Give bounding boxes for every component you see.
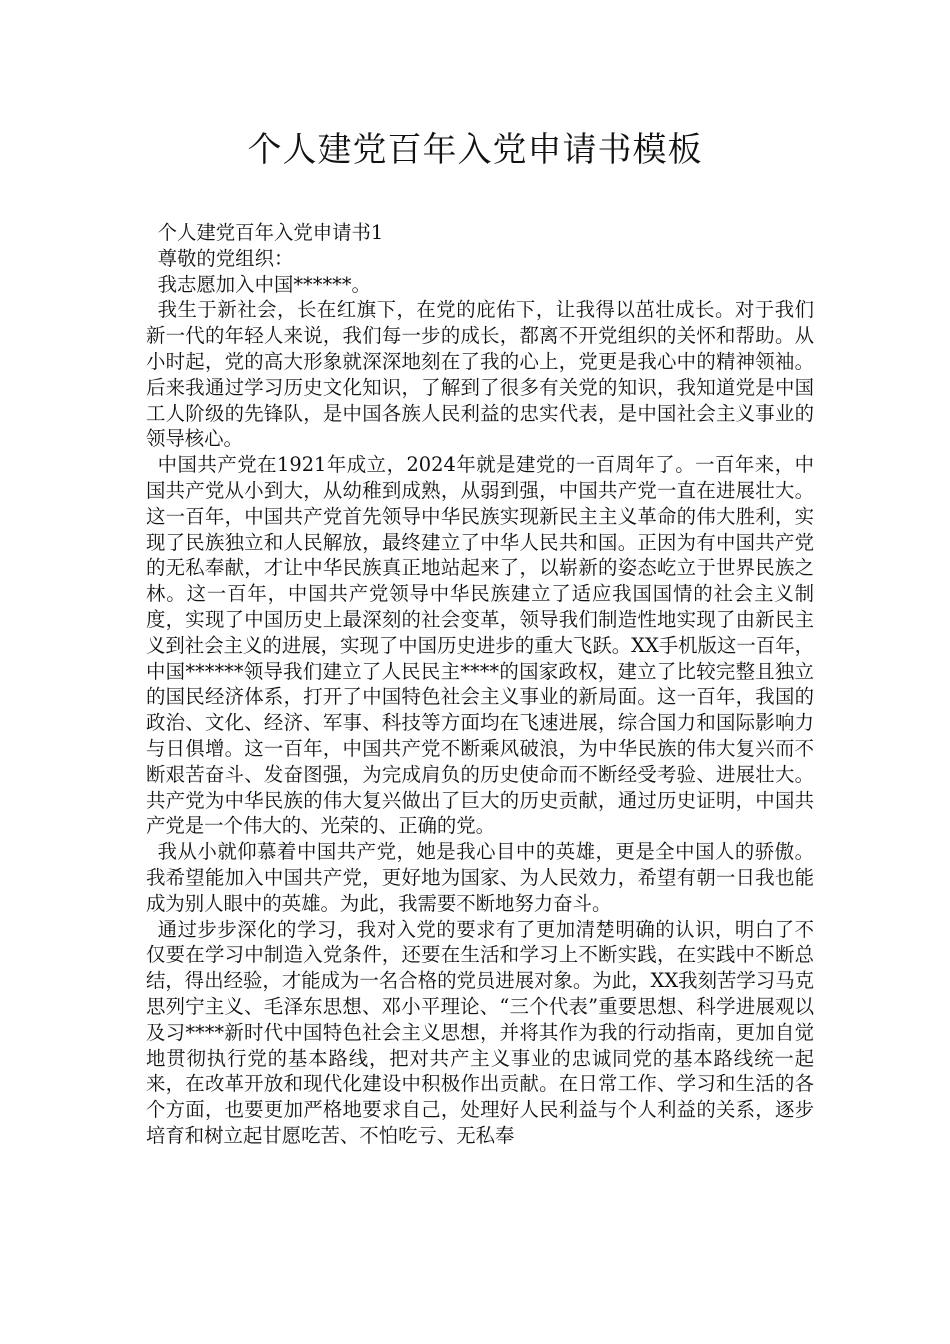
document-title: 个人建党百年入党申请书模板 xyxy=(247,130,703,170)
salutation: 尊敬的党组织： xyxy=(157,246,294,270)
body-paragraph: 中国共产党在1921年成立，2024年就是建党的一百周年了。一百年来，中国共产党从小到大，从幼稚到成熟，从弱到强，中国共产党一直在进展壮大。这一百年，中国共产党首先领导中华民族实现新民主主义革命的伟大胜利，实现了民族独立和人民解放，最终建立了中华人民共和国。正因为有中国共产党的无私奉献，才让中华民族真正地站起来了，以崭新的姿态屹立于世界民族之林。这一百年，中国共产党领导中华民族建立了适应我国国情的社会主义制度，实现了中国历史上最深刻的社会变革，领导我们制造性地实现了由新民主义到社会主义的进展，实现了中国历史进步的重大飞跃。XX手机版这一百年，中国******领导我们建立了人民民主****的国家政权，建立了比较完整且独立的国民经济体系，打开了中国特色社会主义事业的新局面。这一百年，我国的政治、文化、经济、军事、科技等方面均在飞速进展，综合国力和国际影响力与日俱增。这一百年，中国共产党不断乘风破浪，为中华民族的伟大复兴而不断艰苦奋斗、发奋图强，为完成肩负的历史使命而不断经受考验、进展壮大。共产党为中华民族的伟大复兴做出了巨大的历史贡献，通过历史证明，中国共产党是一个伟大的、光荣的、正确的党。 xyxy=(146,453,814,838)
body-paragraph: 我从小就仰慕着中国共产党，她是我心目中的英雄，更是全中国人的骄傲。我希望能加入中国共产党，更好地为国家、为人民效力，希望有朝一日我也能成为别人眼中的英雄。为此，我需要不断地努力奋斗。 xyxy=(146,840,814,915)
opening-statement: 我志愿加入中国******。 xyxy=(157,272,371,296)
body-paragraph: 通过步步深化的学习，我对入党的要求有了更加清楚明确的认识，明白了不仅要在学习中制造入党条件，还要在生活和学习上不断实践，在实践中不断总结，得出经验，才能成为一名合格的党员进展对象。为此，XX我刻苦学习马克思列宁主义、毛泽东思想、邓小平理论、“三个代表”重要思想、科学进展观以及习****新时代中国特色社会主义思想，并将其作为我的行动指南，更加自觉地贯彻执行党的基本路线，把对共产主义事业的忠诚同党的基本路线统一起来，在改革开放和现代化建设中积极作出贡献。在日常工作、学习和生活的各个方面，也要更加严格地要求自己，处理好人民利益与个人利益的关系，逐步培育和树立起甘愿吃苦、不怕吃亏、无私奉 xyxy=(146,917,814,1147)
subtitle-line: 个人建党百年入党申请书1 xyxy=(157,221,384,244)
body-paragraph: 我生于新社会，长在红旗下，在党的庇佑下，让我得以茁壮成长。对于我们新一代的年轻人来说，我们每一步的成长，都离不开党组织的关怀和帮助。从小时起，党的高大形象就深深地刻在了我的心上，党更是我心中的精神领袖。后来我通过学习历史文化知识，了解到了很多有关党的知识，我知道党是中国工人阶级的先锋队，是中国各族人民利益的忠实代表，是中国社会主义事业的领导核心。 xyxy=(146,298,814,451)
document-body xyxy=(146,220,814,1149)
